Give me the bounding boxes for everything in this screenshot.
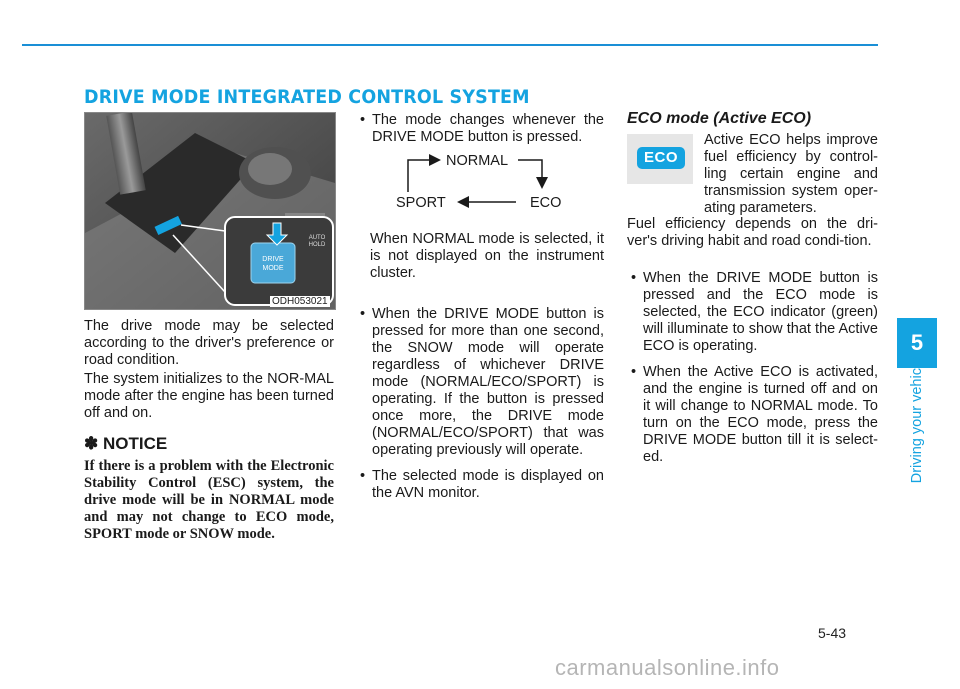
page-number: 5-43	[818, 625, 847, 641]
drive-mode-button-text-2: MODE	[262, 265, 284, 272]
eco-indicator-icon: ECO	[637, 147, 685, 169]
eco-mode-list	[627, 270, 878, 466]
eco-mode-heading: ECO mode (Active ECO)	[627, 110, 812, 127]
console-illustration	[85, 113, 335, 309]
list-item: • When the DRIVE MODE button is pressed for more than one second, the SNOW mode will operate regardless of whichever DRIVE mode (NORMAL/ECO/SPORT) is operating. If the button is pressed once more, the DRIVE mode (NORMAL/ECO/SPORT) that was operating previously will operate.	[356, 306, 604, 459]
drive-mode-button-text-1: DRIVE	[262, 256, 284, 263]
list-item: • When the Active ECO is activated, and the engine is turned off and on it will change to NORMAL mode. To turn on the ECO mode, press the DRIVE MODE button till it is select-ed.	[627, 364, 878, 466]
diagram-normal-label: NORMAL	[446, 153, 509, 169]
arrow-normal-to-eco	[518, 160, 542, 186]
intro-paragraph: The drive mode may be selected according to the driver's preference or road condition.	[84, 318, 334, 368]
normal-mode-note: When NORMAL mode is selected, it is not displayed on the instrument cluster.	[370, 231, 604, 281]
initialize-paragraph: The system initializes to the NOR-MAL mode after the engine has been turned off and on.	[84, 371, 334, 421]
mode-cycle-diagram	[356, 150, 604, 214]
snow-mode-list	[356, 306, 604, 502]
notice-heading: ✽ NOTICE	[84, 434, 168, 453]
diagram-eco-label: ECO	[530, 195, 562, 211]
active-eco-intro: Active ECO helps improve fuel efficiency by control-ling certain engine and transmission system oper-ating parameters.	[704, 132, 878, 216]
auto-hold-text-2: HOLD	[308, 242, 326, 248]
console-figure	[84, 112, 336, 310]
page-title: DRIVE MODE INTEGRATED CONTROL SYSTEM	[84, 86, 530, 108]
auto-hold-text-1: AUTO	[308, 235, 326, 241]
diagram-sport-label: SPORT	[396, 195, 446, 211]
fuel-efficiency-paragraph: Fuel efficiency depends on the dri-ver's driving habit and road condi-tion.	[627, 216, 878, 249]
list-item: • The selected mode is displayed on the AVN monitor.	[356, 468, 604, 502]
mode-change-list	[356, 112, 604, 146]
chapter-tab-label: Driving your vehicle	[909, 356, 925, 484]
notice-body: If there is a problem with the Electronic Stability Control (ESC) system, the drive mode will be in NORMAL mode and may not change to ECO mode, SPORT mode or SNOW mode.	[84, 458, 334, 542]
list-item: • The mode changes whenever the DRIVE MODE button is pressed.	[356, 112, 604, 146]
header-rule	[22, 44, 878, 46]
arrow-sport-to-normal	[408, 160, 438, 192]
list-item: • When the DRIVE MODE button is pressed and the ECO mode is selected, the ECO indicator (green) will illuminate to show that the Active ECO is operating.	[627, 270, 878, 355]
figure-caption: ODH053021	[272, 296, 328, 307]
watermark: carmanualsonline.info	[555, 655, 780, 680]
chapter-tab: 5	[897, 318, 937, 368]
